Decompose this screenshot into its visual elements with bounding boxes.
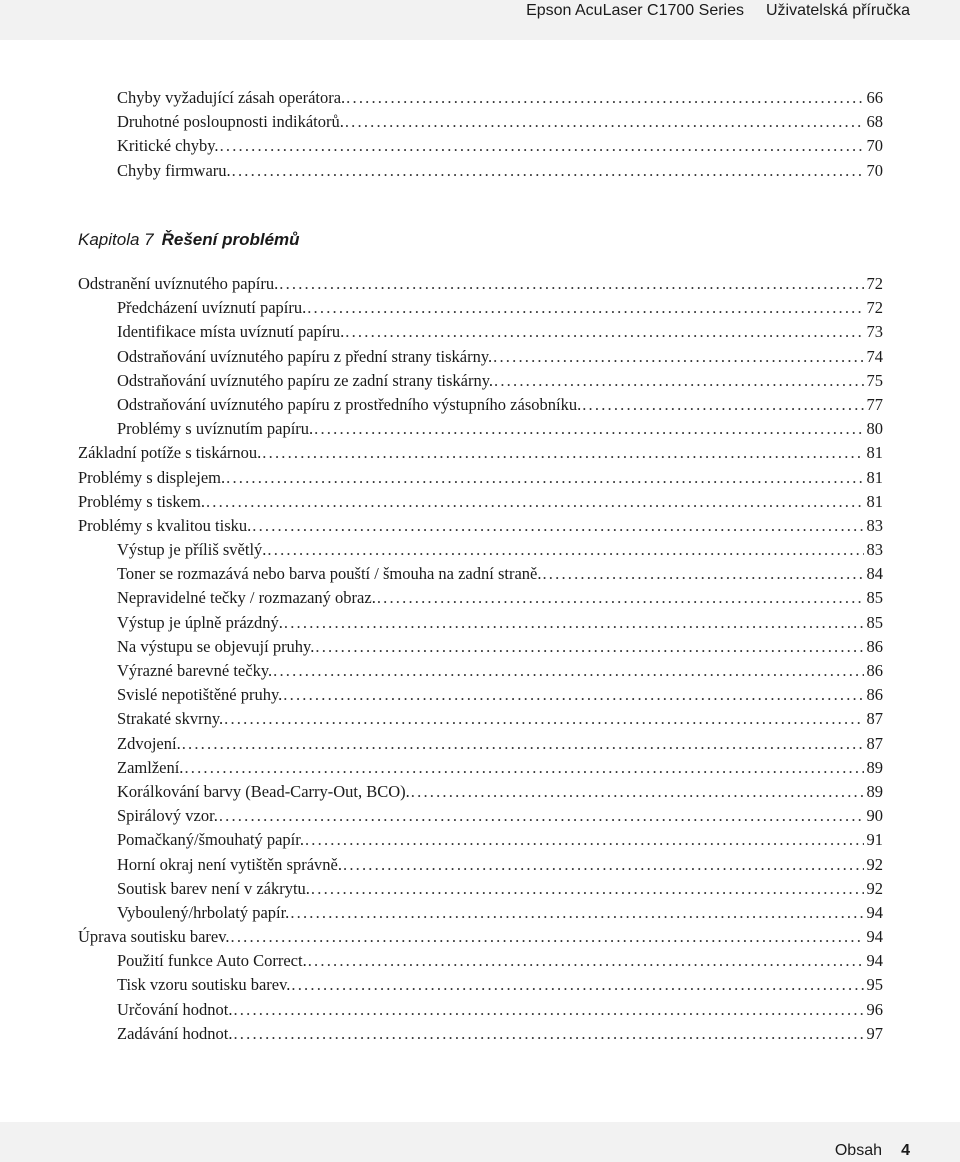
toc-entry[interactable]: [78, 514, 883, 538]
toc-entry-page: 94: [866, 902, 883, 922]
chapter-name: Řešení problémů: [161, 230, 300, 249]
toc-entry-page: 81: [866, 443, 883, 463]
toc-entry-title: Použití funkce Auto Correct.: [117, 951, 307, 971]
toc-entry-page: 89: [866, 781, 883, 801]
toc-entry-page: 85: [866, 588, 883, 608]
toc-entry-title: Problémy s displejem.: [78, 467, 226, 487]
toc-entry-title: Zamlžení.: [117, 757, 184, 777]
toc-entry[interactable]: [78, 804, 883, 828]
toc-entry[interactable]: [78, 441, 883, 465]
toc-entry-page: 70: [866, 136, 883, 156]
toc-dot-leader: [283, 683, 863, 707]
toc-dot-leader: [233, 998, 863, 1022]
toc-entry-title: Pomačkaný/šmouhatý papír.: [117, 830, 304, 850]
toc-entry-page: 91: [866, 830, 883, 850]
toc-entry-page: 92: [866, 854, 883, 874]
toc-entry-title: Chyby firmwaru.: [117, 160, 231, 180]
toc-entry-page: 97: [866, 1023, 883, 1043]
toc-section-chapter: [78, 272, 883, 1046]
toc-dot-leader: [184, 756, 863, 780]
toc-entry[interactable]: [78, 417, 883, 441]
toc-entry-title: Výstup je úplně prázdný.: [117, 612, 283, 632]
chapter-heading: [78, 230, 300, 250]
toc-entry-title: Soutisk barev není v zákrytu.: [117, 878, 310, 898]
toc-entry-title: Tisk vzoru soutisku barev.: [117, 975, 291, 995]
toc-entry[interactable]: [78, 466, 883, 490]
toc-entry[interactable]: [78, 877, 883, 901]
toc-entry-page: 74: [866, 346, 883, 366]
toc-entry[interactable]: [78, 683, 883, 707]
toc-entry-title: Úprava soutisku barev.: [78, 927, 230, 947]
toc-entry-page: 86: [866, 636, 883, 656]
toc-entry[interactable]: [78, 925, 883, 949]
toc-entry[interactable]: [78, 707, 883, 731]
toc-dot-leader: [273, 659, 863, 683]
toc-dot-leader: [307, 296, 863, 320]
toc-dot-leader: [305, 828, 864, 852]
toc-entry[interactable]: [78, 110, 883, 134]
toc-dot-leader: [226, 466, 863, 490]
toc-entry[interactable]: [78, 369, 883, 393]
toc-entry[interactable]: [78, 586, 883, 610]
toc-entry-title: Výstup je příliš světlý.: [117, 540, 267, 560]
toc-entry-page: 68: [866, 112, 883, 132]
toc-dot-leader: [493, 345, 863, 369]
toc-entry-page: 94: [866, 927, 883, 947]
toc-entry-page: 81: [866, 491, 883, 511]
toc-entry-title: Problémy s tiskem.: [78, 491, 205, 511]
toc-entry[interactable]: [78, 635, 883, 659]
toc-dot-leader: [232, 159, 864, 183]
toc-section-top: [78, 86, 883, 183]
toc-entry[interactable]: [78, 490, 883, 514]
toc-dot-leader: [224, 707, 863, 731]
toc-entry-title: Na výstupu se objevují pruhy.: [117, 636, 315, 656]
toc-entry-page: 70: [866, 160, 883, 180]
toc-entry[interactable]: [78, 134, 883, 158]
toc-entry-page: 84: [866, 564, 883, 584]
toc-dot-leader: [411, 780, 864, 804]
toc-dot-leader: [345, 320, 863, 344]
toc-entry[interactable]: [78, 320, 883, 344]
toc-entry-page: 90: [866, 806, 883, 826]
toc-entry[interactable]: [78, 1022, 883, 1046]
toc-entry-title: Odstranění uvíznutého papíru.: [78, 274, 279, 293]
toc-entry-page: 77: [866, 394, 883, 414]
toc-dot-leader: [219, 804, 864, 828]
toc-entry-page: 96: [866, 999, 883, 1019]
toc-dot-leader: [252, 514, 863, 538]
header-product-name: Epson AcuLaser C1700 Series: [526, 2, 744, 19]
toc-dot-leader: [542, 562, 863, 586]
toc-dot-leader: [262, 441, 863, 465]
toc-entry-page: 94: [866, 951, 883, 971]
toc-entry-page: 87: [866, 733, 883, 753]
toc-entry-title: Horní okraj není vytištěn správně.: [117, 854, 342, 874]
page-header: [0, 0, 960, 40]
toc-entry-page: 92: [866, 878, 883, 898]
toc-dot-leader: [308, 949, 864, 973]
toc-dot-leader: [377, 586, 864, 610]
toc-entry-title: Vyboulený/hrbolatý papír.: [117, 902, 290, 922]
toc-entry-page: 72: [866, 298, 883, 318]
toc-dot-leader: [291, 973, 863, 997]
toc-entry[interactable]: [78, 853, 883, 877]
toc-entry-title: Předcházení uvíznutí papíru.: [117, 298, 307, 318]
toc-entry[interactable]: [78, 756, 883, 780]
toc-entry[interactable]: [78, 949, 883, 973]
toc-entry-page: 66: [866, 88, 883, 107]
toc-entry-title: Odstraňování uvíznutého papíru z přední strany tiskárny.: [117, 346, 493, 366]
toc-entry-title: Strakaté skvrny.: [117, 709, 224, 729]
toc-entry[interactable]: [78, 272, 883, 296]
toc-entry-page: 75: [866, 370, 883, 390]
toc-entry-title: Nepravidelné tečky / rozmazaný obraz.: [117, 588, 376, 608]
toc-entry-title: Svislé nepotištěné pruhy.: [117, 685, 283, 705]
toc-entry-title: Určování hodnot.: [117, 999, 233, 1019]
toc-entry[interactable]: [78, 998, 883, 1022]
chapter-label: Kapitola 7: [78, 230, 154, 249]
toc-dot-leader: [315, 635, 863, 659]
toc-dot-leader: [279, 272, 863, 296]
toc-entry-page: 95: [866, 975, 883, 995]
toc-dot-leader: [345, 110, 864, 134]
toc-entry-page: 87: [866, 709, 883, 729]
toc-dot-leader: [582, 393, 863, 417]
toc-entry[interactable]: [78, 296, 883, 320]
toc-entry-title: Odstraňování uvíznutého papíru ze zadní strany tiskárny.: [117, 370, 494, 390]
toc-entry-title: Výrazné barevné tečky.: [117, 661, 273, 680]
toc-entry-page: 86: [866, 685, 883, 705]
toc-entry-title: Korálkování barvy (Bead-Carry-Out, BCO).: [117, 781, 410, 801]
toc-dot-leader: [206, 490, 864, 514]
toc-entry-page: 86: [866, 661, 883, 680]
toc-entry-page: 80: [866, 419, 883, 439]
toc-dot-leader: [311, 877, 864, 901]
toc-entry-page: 85: [866, 612, 883, 632]
toc-dot-leader: [233, 1022, 863, 1046]
footer-section-label: Obsah: [834, 1142, 882, 1159]
toc-entry[interactable]: [78, 345, 883, 369]
toc-entry[interactable]: [78, 562, 883, 586]
toc-entry-title: Kritické chyby.: [117, 136, 219, 156]
toc-entry-title: Druhotné posloupnosti indikátorů.: [117, 112, 344, 132]
toc-entry-page: 89: [866, 757, 883, 777]
header-guide-title: Uživatelská příručka: [765, 2, 910, 19]
toc-dot-leader: [267, 538, 863, 562]
toc-entry-title: Spirálový vzor.: [117, 806, 218, 826]
toc-entry-page: 73: [866, 322, 883, 342]
toc-entry[interactable]: [78, 732, 883, 756]
toc-entry-title: Zdvojení.: [117, 733, 181, 753]
toc-dot-leader: [343, 853, 864, 877]
toc-entry[interactable]: [78, 538, 883, 562]
toc-entry-title: Toner se rozmazává nebo barva pouští / šmouha na zadní straně.: [117, 564, 542, 584]
toc-dot-leader: [290, 901, 863, 925]
toc-dot-leader: [220, 134, 864, 158]
toc-entry[interactable]: [78, 828, 883, 852]
toc-entry[interactable]: [78, 780, 883, 804]
toc-entry-title: Chyby vyžadující zásah operátora.: [117, 88, 346, 107]
toc-dot-leader: [346, 86, 863, 110]
toc-entry-page: 72: [866, 274, 883, 293]
toc-dot-leader: [231, 925, 864, 949]
toc-dot-leader: [494, 369, 863, 393]
toc-entry[interactable]: [78, 159, 883, 183]
toc-entry[interactable]: [78, 973, 883, 997]
footer-page-number: 4: [901, 1142, 910, 1159]
toc-dot-leader: [314, 417, 863, 441]
toc-entry[interactable]: [78, 393, 883, 417]
toc-entry[interactable]: [78, 659, 883, 683]
toc-dot-leader: [284, 611, 864, 635]
toc-entry[interactable]: [78, 901, 883, 925]
toc-entry-title: Identifikace místa uvíznutí papíru.: [117, 322, 345, 342]
page-footer: [0, 1122, 960, 1162]
toc-entry-title: Základní potíže s tiskárnou.: [78, 443, 262, 463]
toc-entry[interactable]: [78, 611, 883, 635]
toc-entry-page: 81: [866, 467, 883, 487]
toc-entry-title: Odstraňování uvíznutého papíru z prostředního výstupního zásobníku.: [117, 394, 582, 414]
toc-entry-title: Problémy s uvíznutím papíru.: [117, 419, 314, 439]
toc-entry-page: 83: [866, 540, 883, 560]
toc-entry-title: Zadávání hodnot.: [117, 1023, 233, 1043]
toc-entry-title: Problémy s kvalitou tisku.: [78, 515, 252, 535]
toc-entry-page: 83: [866, 515, 883, 535]
toc-dot-leader: [182, 732, 864, 756]
toc-entry[interactable]: [78, 86, 883, 110]
